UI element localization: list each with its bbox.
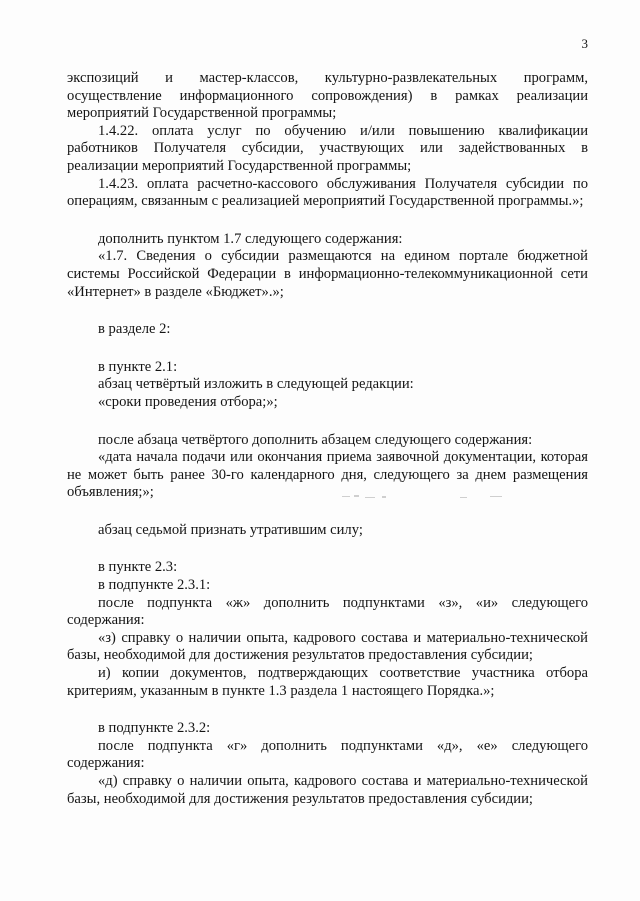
paragraph: абзац седьмой признать утратившим силу; <box>98 521 363 538</box>
paragraph: 1.4.23. оплата расчетно-кассового обслуживания Получателя субсидии по операциям, связанным с реализацией мероприятий Государственной программы.»; <box>67 175 588 210</box>
page-number: 3 <box>581 36 588 51</box>
paragraph-gap <box>67 339 588 359</box>
paragraph: «д) справку о наличии опыта, кадрового состава и материально-технической базы, необходимой для достижения результатов предоставления субсидии; <box>67 773 588 807</box>
paragraph-gap <box>67 502 588 522</box>
paragraph: «сроки проведения отбора;»; <box>98 393 278 410</box>
paragraph: «дата начала подачи или окончания приема заявочной документации, которая не может быть ранее 30-го календарного дня, следующего за днем размещения объявления;»; <box>67 449 588 501</box>
paragraph: в пункте 2.1: <box>98 358 178 375</box>
paragraph: «з) справку о наличии опыта, кадрового состава и материально-технической базы, необходимой для достижения результатов предоставления субсидии; <box>67 629 588 664</box>
paragraph-gap <box>67 301 588 321</box>
paragraph: «1.7. Сведения о субсидии размещаются на едином портале бюджетной системы Российской Федерации в информационно-телекоммуникационной сети «Интернет» в разделе «Бюджет».»; <box>67 248 588 300</box>
document-body <box>67 70 588 808</box>
paragraph: экспозиций и мастер-классов, культурно-развлекательных программ, осуществление информационного сопровождения) в рамках реализации мероприятий Государственной программы; <box>67 70 588 122</box>
paragraph: в пункте 2.3: <box>98 559 178 576</box>
paragraph-gap <box>67 700 588 720</box>
paragraph: дополнить пунктом 1.7 следующего содержания: <box>98 230 403 247</box>
paragraph: после подпункта «ж» дополнить подпунктами «з», «и» следующего содержания: <box>67 594 588 629</box>
paragraph-gap <box>67 539 588 559</box>
paragraph: абзац четвёртый изложить в следующей редакции: <box>98 376 414 393</box>
paragraph: 1.4.22. оплата услуг по обучению и/или повышению квалификации работников Получателя субсидии, участвующих или задействованных в реализации мероприятий Государственной программы; <box>67 122 588 174</box>
paragraph: и) копии документов, подтверждающих соответствие участника отбора критериям, указанным в пункте 1.3 раздела 1 настоящего Порядка.»; <box>67 665 588 699</box>
paragraph: после подпункта «г» дополнить подпунктами «д», «е» следующего содержания: <box>67 737 588 772</box>
paragraph-gap <box>67 412 588 432</box>
paragraph: после абзаца четвёртого дополнить абзацем следующего содержания: <box>98 431 533 448</box>
paragraph: в подпункте 2.3.2: <box>98 720 211 737</box>
paragraph: в подпункте 2.3.1: <box>98 577 211 594</box>
paragraph-gap <box>67 211 588 231</box>
paragraph: в разделе 2: <box>98 321 171 338</box>
